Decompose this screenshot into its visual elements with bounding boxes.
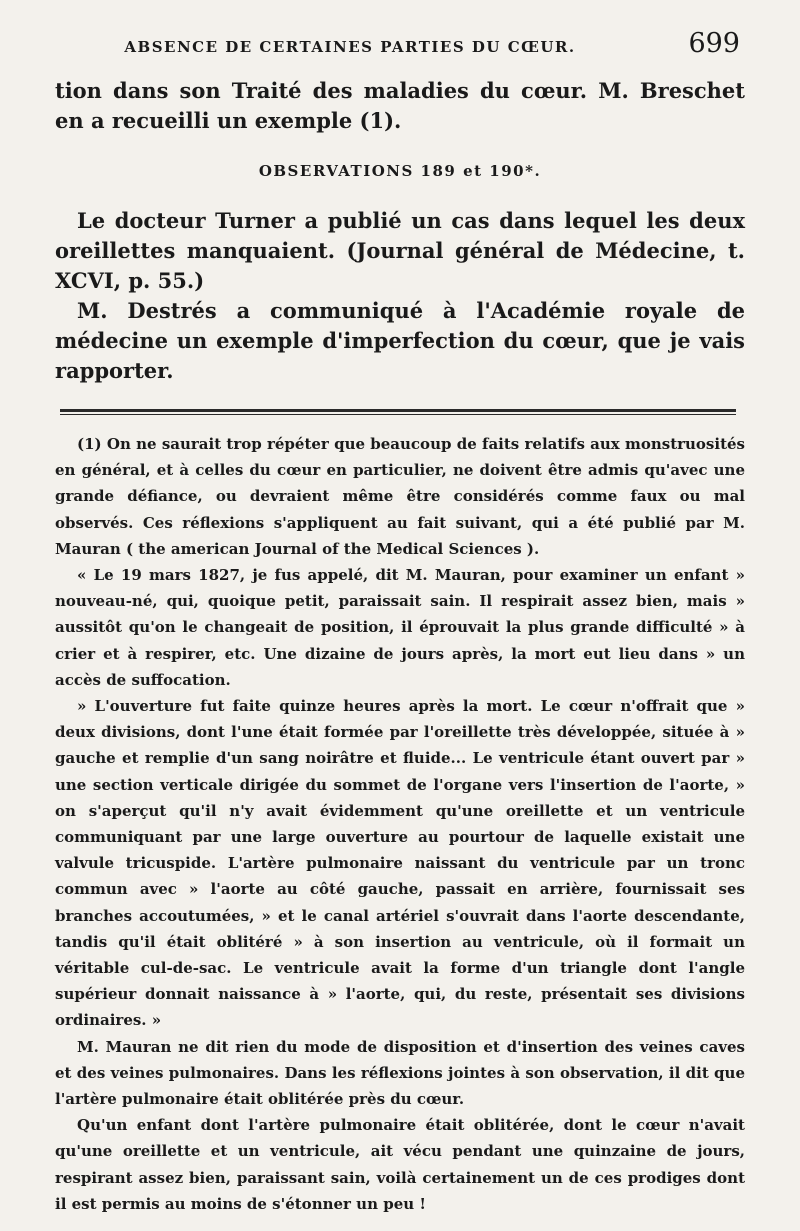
footnote-paragraph-2: « Le 19 mars 1827, je fus appelé, dit M. Mauran, pour examiner un enfant » nouveau-né, qui, quoique petit, paraissait sain. Il respirait assez bien, mais » aussitôt qu'on le changeait de position, il éprouvait la plus grande difficulté » à crier et à respirer, etc. Une dizaine de jours après, la mort eut lieu dans » un accès de suffocation. (55, 566, 745, 689)
footnote-paragraph-3: » L'ouverture fut faite quinze heures après la mort. Le cœur n'offrait que » deux divisions, dont l'une était formée par l'oreillette très développée, située à » gauche et remplie d'un sang noirâtre et fluide... Le ventricule étant ouvert par » une section verticale dirigée du sommet de l'organe vers l'insertion de l'aorte, » on s'aperçut qu'il n'y avait évidemment qu'une oreillette et un ventricule communiquant par une large ouverture au pourtour de laquelle existait une valvule tricuspide. L'artère pulmonaire naissant du ventricule par un tronc commun avec » l'aorte au côté gauche, passait en arrière, fournissait ses branches accoutumées, » et le canal artériel s'ouvrait dans l'aorte descendante, tandis qu'il était oblitéré » à son insertion au ventricule, où il formait un véritable cul-de-sac. Le ventricule avait la forme d'un triangle dont l'angle supérieur donnait naissance à » l'aorte, qui, du reste, présentait ses divisions ordinaires. » (55, 697, 745, 1030)
footnote-paragraph-1: (1) On ne saurait trop répéter que beaucoup de faits relatifs aux monstruosités en général, et à celles du cœur en particulier, ne doivent être admis qu'avec une grande défiance, ou devraient même être considérés comme faux ou mal observés. Ces réflexions s'appliquent au fait suivant, qui a été publié par M. Mauran ( the american Journal of the Medical Sciences ). (55, 435, 745, 558)
observations-heading: OBSERVATIONS 189 et 190*. (258, 162, 542, 180)
footnote (55, 431, 745, 1217)
page-header (40, 30, 740, 66)
running-title: ABSENCE DE CERTAINES PARTIES DU CŒUR. (124, 38, 576, 56)
footnote-separator-thin (60, 414, 736, 415)
paragraph-turner: Le docteur Turner a publié un cas dans lequel les deux oreillettes manquaient. (Journal général de Médecine, t. XCVI, p. 55.) (55, 208, 745, 293)
page-number: 699 (688, 28, 740, 59)
footnote-separator (60, 409, 736, 412)
footnote-paragraph-4: M. Mauran ne dit rien du mode de disposition et d'insertion des veines caves et des veines pulmonaires. Dans les réflexions jointes à son observation, il dit que l'artère pulmonaire était oblitérée près du cœur. (55, 1037, 745, 1109)
footnote-paragraph-5: Qu'un enfant dont l'artère pulmonaire était oblitérée, dont le cœur n'avait qu'une oreillette et un ventricule, ait vécu pendant une quinzaine de jours, respirant assez bien, paraissant sain, voilà certainement un de ces prodiges dont il est permis au moins de s'étonner un peu ! (55, 1116, 745, 1213)
main-text-top (55, 76, 745, 136)
paragraph-destres: M. Destrés a communiqué à l'Académie royale de médecine un exemple d'imperfection du cœur, que je vais rapporter. (55, 298, 745, 383)
paragraph-continuation: tion dans son Traité des maladies du cœur. M. Breschet en a recueilli un exemple (1). (55, 78, 745, 133)
main-text-body (55, 206, 745, 386)
